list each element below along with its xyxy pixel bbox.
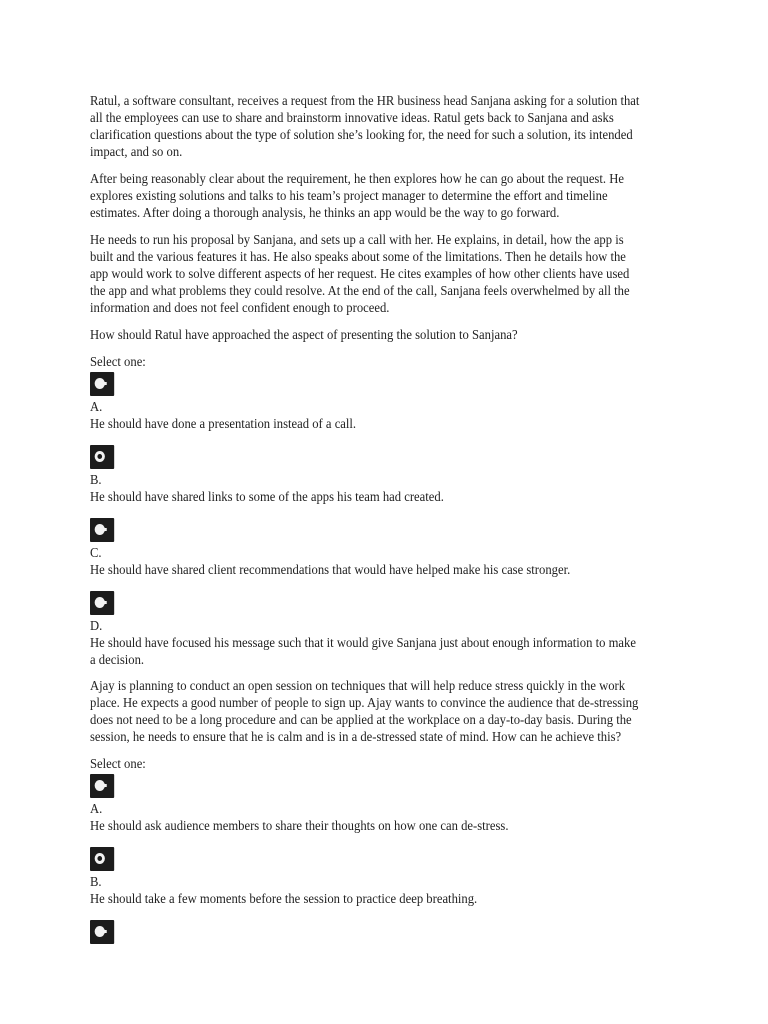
question-2-option-a (90, 774, 641, 834)
question-1-select-label: Select one: (90, 354, 146, 369)
option-letter: A. (90, 801, 103, 816)
question-1-paragraph-1: Ratul, a software consultant, receives a request from the HR business head Sanjana asking for a solution that all the employees can use to share and brainstorm innovative ideas. Ratul gets back to Sanjana and asks clarification questions about the type of solution she’s looking for, the need for such a solution, its intended impact, and so on. (90, 93, 640, 159)
radio-button-icon[interactable] (90, 774, 114, 798)
question-1-option-b (90, 445, 641, 505)
option-letter: B. (90, 874, 102, 889)
option-text[interactable]: He should have shared client recommendations that would have helped make his case stronger. (90, 562, 571, 577)
question-1-paragraph-3: He needs to run his proposal by Sanjana, and sets up a call with her. He explains, in detail, how the app is built and the various features it has. He also speaks about some of the limitations. Then he details how the app would work to solve different aspects of her request. He cites examples of how other clients have used the app and what problems they could resolve. At the end of the call, Sanjana feels overwhelmed by all the information and does not feel confident enough to proceed. (90, 232, 630, 315)
question-1-paragraph-2: After being reasonably clear about the requirement, he then explores how he can go about the request. He explores existing solutions and talks to his team’s project manager to determine the effort and timeline estimates. After doing a thorough analysis, he thinks an app would be the way to go forward. (90, 171, 624, 220)
question-2-paragraph: Ajay is planning to conduct an open session on techniques that will help reduce stress quickly in the work place. He expects a good number of people to sign up. Ajay wants to convince the audience that de-stressing does not need to be a long procedure and can be applied at the workplace on a day-to-day basis. During the session, he needs to ensure that he is calm and is in a de-stressed state of mind. How can he achieve this? (90, 678, 639, 744)
question-2-select-label: Select one: (90, 756, 146, 771)
radio-button-selected-icon[interactable] (90, 445, 114, 469)
question-2-option-c-partial (90, 920, 641, 944)
question-1-stem: How should Ratul have approached the aspect of presenting the solution to Sanjana? (90, 327, 518, 342)
option-text[interactable]: He should have focused his message such that it would give Sanjana just about enough information to make a decision. (90, 635, 636, 667)
question-1-option-d (90, 591, 641, 668)
question-1-option-a (90, 372, 641, 432)
option-text[interactable]: He should have done a presentation instead of a call. (90, 416, 357, 431)
document-page (90, 92, 641, 946)
radio-button-selected-icon[interactable] (90, 847, 114, 871)
radio-button-icon[interactable] (90, 591, 114, 615)
option-text[interactable]: He should ask audience members to share their thoughts on how one can de-stress. (90, 818, 509, 833)
radio-button-icon[interactable] (90, 372, 114, 396)
question-2 (90, 677, 641, 944)
question-1 (90, 92, 641, 668)
question-2-option-b (90, 847, 641, 907)
radio-button-icon[interactable] (90, 518, 114, 542)
option-letter: A. (90, 399, 103, 414)
question-1-option-c (90, 518, 641, 578)
option-text[interactable]: He should have shared links to some of the apps his team had created. (90, 489, 444, 504)
option-letter: D. (90, 618, 103, 633)
radio-button-icon[interactable] (90, 920, 114, 944)
option-letter: C. (90, 545, 102, 560)
option-letter: B. (90, 472, 102, 487)
option-text[interactable]: He should take a few moments before the session to practice deep breathing. (90, 891, 478, 906)
